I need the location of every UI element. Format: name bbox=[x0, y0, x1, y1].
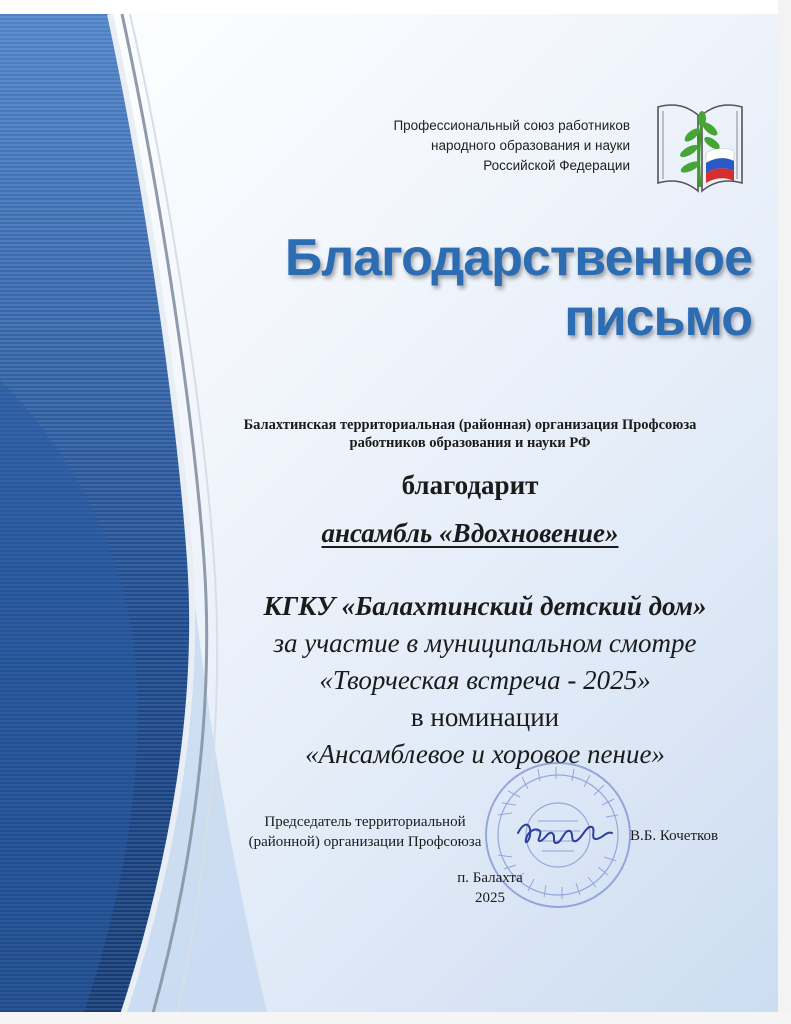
signer-position-line-1: Председатель территориальной bbox=[264, 814, 466, 830]
union-name bbox=[330, 116, 630, 176]
trade-union-emblem-icon bbox=[652, 95, 748, 197]
event-name: «Творческая встреча - 2025» bbox=[319, 665, 651, 695]
participation-text: за участие в муниципальном смотре bbox=[273, 628, 697, 658]
signer-name: В.Б. Кочетков bbox=[630, 828, 719, 844]
recipient bbox=[230, 518, 710, 549]
union-name-line-2: народного образования и науки bbox=[431, 138, 630, 153]
place-year: 2025 bbox=[475, 890, 505, 906]
union-name-line-1: Профессиональный союз работников bbox=[393, 118, 630, 133]
title-line-1: Благодарственное bbox=[284, 229, 752, 287]
organization-line-2: работников образования и науки РФ bbox=[349, 435, 591, 451]
recipient-name: ансамбль «Вдохновение» bbox=[321, 518, 619, 548]
signer-position bbox=[205, 812, 525, 852]
nomination-label: в номинации bbox=[410, 702, 560, 732]
organization-line-1: Балахтинская территориальная (районная) организация Профсоюза bbox=[243, 417, 697, 433]
thanks-verb: благодарит bbox=[401, 470, 539, 500]
document-title bbox=[270, 228, 752, 348]
institution-name: КГКУ «Балахтинский детский дом» bbox=[263, 591, 707, 621]
place-and-year bbox=[380, 868, 600, 908]
place-city: п. Балахта bbox=[457, 870, 523, 886]
signer-position-line-2: (районной) организации Профсоюза bbox=[248, 834, 482, 850]
award-details bbox=[205, 588, 765, 773]
handwritten-signature bbox=[518, 825, 612, 843]
issuing-organization bbox=[200, 416, 740, 452]
title-line-2: письмо bbox=[564, 289, 752, 347]
nomination-name: «Ансамблевое и хоровое пение» bbox=[305, 739, 665, 769]
union-name-line-3: Российской Федерации bbox=[483, 158, 630, 173]
